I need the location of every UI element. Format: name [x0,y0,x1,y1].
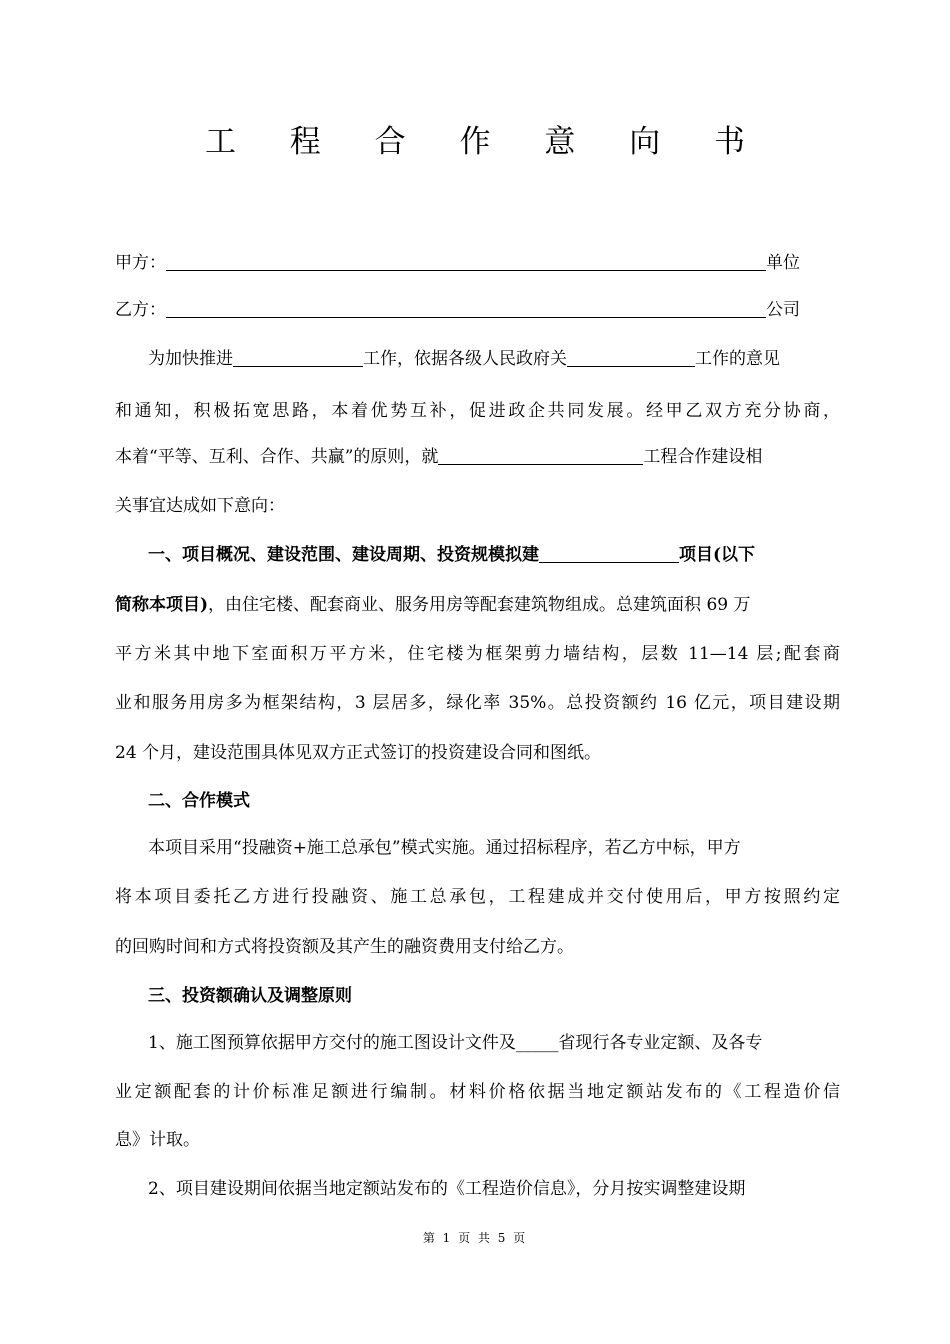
intro-line-2: 和通知，积极拓宽思路，本着优势互补，促进政企共同发展。经甲乙双方充分协商， [115,401,840,421]
sec2-heading: 二、合作模式 [148,791,250,811]
sec1-line-5: 24 个月，建设范围具体见双方正式签订的投资建设合同和图纸。 [115,743,602,763]
sec1-line-1 [115,542,873,568]
sec2-line-1: 本项目采用“投融资+施工总承包”模式实施。通过招标程序，若乙方中标，甲方 [148,838,741,858]
party-a-label: 甲方： [115,253,166,273]
sec3-p1-line-2: 业定额配套的计价标准足额进行编制。材料价格依据当地定额站发布的《工程造价信 [115,1082,840,1102]
sec2-line-3: 的回购时间和方式将投资额及其产生的融资费用支付给乙方。 [115,937,574,957]
sec3-p1-text-c: 省现行各专业定额、及各专 [558,1033,763,1053]
intro-line-1 [115,346,873,372]
sec1-project-blank [539,544,679,563]
work-blank-1 [233,348,363,367]
sec1-text-2: ，由住宅楼、配套商业、服务用房等配套建筑物组成。总建筑面积 69 万 [208,595,751,615]
project-blank [438,446,643,465]
sec3-p2-line-1: 2、项目建设期间依据当地定额站发布的《工程造价信息》，分月按实调整建设期 [148,1179,746,1199]
party-b-label: 乙方： [115,300,166,320]
sec3-heading: 三、投资额确认及调整原则 [148,986,352,1006]
sec1-abbrev: 简称本项目) [115,595,209,615]
document-title: 工 程 合 作 意 向 书 [204,124,768,160]
intro-line-4: 关事宜达成如下意向： [115,496,285,516]
sec2-line-2: 将本项目委托乙方进行投融资、施工总承包，工程建成并交付使用后，甲方按照约定 [115,887,840,907]
sec1-heading: 一、项目概况、建设范围、建设周期、投资规模拟建 [148,545,539,565]
intro-text-3a: 本着“平等、互利、合作、共赢”的原则，就 [115,447,439,467]
party-b-suffix: 公司 [766,300,800,320]
intro-line-3 [115,444,840,470]
party-a-suffix: 单位 [766,253,800,273]
party-b-line [115,297,840,323]
sec3-p1-text-a: 1、施工图预算依据甲方交付的施工图设计文件及 [148,1033,516,1053]
work-blank-2 [567,348,695,367]
sec1-line-4: 业和服务用房多为框架结构，3 层居多，绿化率 35%。总投资额约 16 亿元，项目建设期 [115,693,840,713]
intro-text-1a: 为加快推进 [148,349,233,369]
sec1-line-2 [115,592,840,618]
sec3-p1-line-1 [115,1030,873,1056]
intro-text-3b: 工程合作建设相 [643,447,763,467]
party-a-blank [166,252,766,271]
sec3-p1-line-3: 息》计取。 [115,1130,200,1150]
province-blank: _____ [515,1033,559,1053]
party-b-blank [166,299,766,318]
sec1-heading-tail: 项目(以下 [679,545,756,565]
page-footer: 第 1 页 共 5 页 [422,1231,528,1245]
party-a-line [115,250,840,276]
sec1-line-3: 平方米其中地下室面积万平方米，住宅楼为框架剪力墙结构，层数 11—14 层;配套商 [115,644,840,664]
intro-text-1c: 工作的意见 [695,349,780,369]
intro-text-1b: 工作，依据各级人民政府关 [363,349,567,369]
